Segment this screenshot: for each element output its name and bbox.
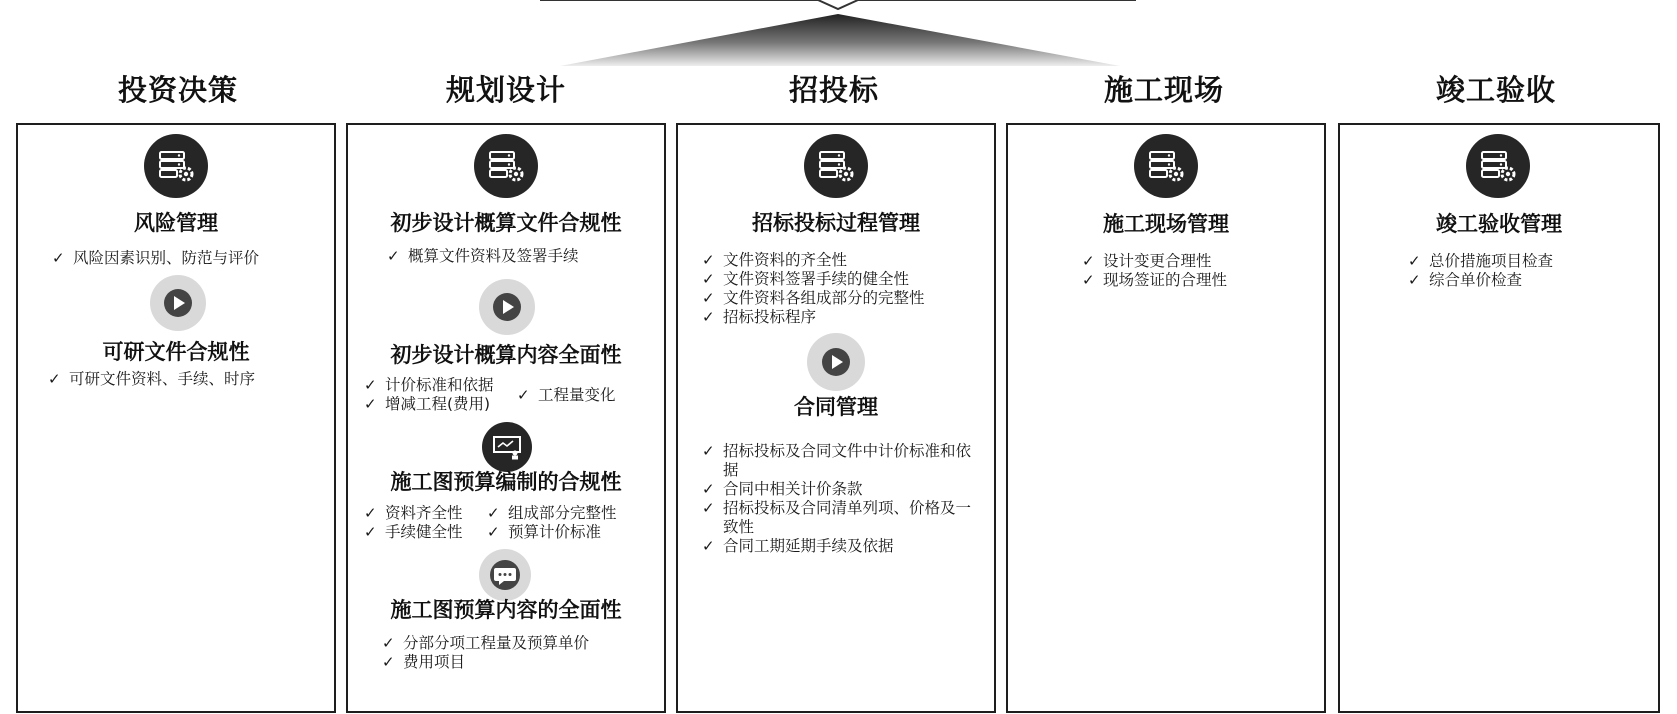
server-gear-icon	[1134, 134, 1198, 198]
panel-investment	[16, 123, 336, 713]
top-connector	[0, 0, 1677, 70]
list-item: ✓ 招标投标程序	[700, 308, 925, 327]
list-item: ✓ 手续健全性	[362, 523, 463, 542]
contract-management-list	[700, 442, 972, 556]
list-item: ✓ 现场签证的合理性	[1080, 271, 1227, 290]
phase-title-acceptance: 竣工验收	[1435, 73, 1556, 107]
section-title-preliminary-estimate-compliance: 初步设计概算文件合规性	[390, 211, 622, 235]
panel-design	[346, 123, 666, 713]
list-item: ✓ 计价标准和依据	[362, 376, 494, 395]
play-icon	[150, 275, 206, 331]
section-title-construction-budget-completeness: 施工图预算内容的全面性	[390, 598, 622, 622]
list-item: ✓ 合同工期延期手续及依据	[700, 537, 972, 556]
section-title-contract-management: 合同管理	[794, 395, 878, 419]
section-title-acceptance-management: 竣工验收管理	[1436, 212, 1562, 236]
preliminary-estimate-completeness-list-right	[515, 386, 616, 405]
list-item: ✓ 资料齐全性	[362, 504, 463, 523]
list-item: ✓ 总价措施项目检查	[1406, 252, 1553, 271]
phase-title-bidding: 招投标	[788, 73, 879, 107]
server-gear-icon	[1466, 134, 1530, 198]
section-title-risk-management: 风险管理	[134, 211, 218, 235]
panel-acceptance	[1338, 123, 1660, 713]
list-item: ✓ 综合单价检查	[1406, 271, 1553, 290]
phase-title-investment: 投资决策	[117, 73, 238, 107]
panel-construction	[1006, 123, 1326, 713]
server-gear-icon	[144, 134, 208, 198]
presentation-icon	[482, 422, 532, 472]
list-item: ✓ 分部分项工程量及预算单价	[380, 634, 589, 653]
server-gear-icon	[804, 134, 868, 198]
top-box-edge	[540, 0, 1136, 9]
site-management-list	[1080, 252, 1227, 290]
list-item: ✓ 风险因素识别、防范与评价	[50, 249, 259, 268]
preliminary-estimate-completeness-list-left	[362, 376, 494, 414]
acceptance-management-list	[1406, 252, 1553, 290]
fan-shape	[560, 14, 1120, 66]
phase-title-construction: 施工现场	[1103, 73, 1224, 107]
feasibility-compliance-list	[46, 370, 255, 389]
section-title-preliminary-estimate-completeness: 初步设计概算内容全面性	[390, 343, 622, 367]
section-title-bidding-process-management: 招标投标过程管理	[752, 211, 920, 235]
list-item: ✓ 招标投标及合同清单列项、价格及一致性	[700, 499, 972, 537]
section-title-construction-budget-compliance: 施工图预算编制的合规性	[390, 470, 622, 494]
bidding-process-management-list	[700, 251, 925, 327]
play-icon	[479, 279, 535, 335]
list-item: ✓ 预算计价标准	[485, 523, 617, 542]
list-item: ✓ 合同中相关计价条款	[700, 480, 972, 499]
play-icon	[807, 333, 865, 391]
list-item: ✓ 组成部分完整性	[485, 504, 617, 523]
preliminary-estimate-compliance-list	[385, 247, 579, 266]
list-item: ✓ 设计变更合理性	[1080, 252, 1227, 271]
list-item: ✓ 概算文件资料及签署手续	[385, 247, 579, 266]
risk-management-list	[50, 249, 259, 268]
list-item: ✓ 文件资料的齐全性	[700, 251, 925, 270]
list-item: ✓ 增减工程(费用)	[362, 395, 494, 414]
list-item: ✓ 文件资料各组成部分的完整性	[700, 289, 925, 308]
list-item: ✓ 费用项目	[380, 653, 589, 672]
section-title-site-management: 施工现场管理	[1103, 212, 1229, 236]
section-title-feasibility-compliance: 可研文件合规性	[102, 340, 250, 364]
list-item: ✓ 招标投标及合同文件中计价标准和依据	[700, 442, 972, 480]
construction-budget-compliance-list-left	[362, 504, 463, 542]
server-gear-icon	[474, 134, 538, 198]
panel-bidding	[676, 123, 996, 713]
construction-budget-completeness-list	[380, 634, 589, 672]
list-item: ✓ 可研文件资料、手续、时序	[46, 370, 255, 389]
list-item: ✓ 文件资料签署手续的健全性	[700, 270, 925, 289]
list-item: ✓ 工程量变化	[515, 386, 616, 405]
phase-title-design: 规划设计	[445, 73, 566, 107]
construction-budget-compliance-list-right	[485, 504, 617, 542]
